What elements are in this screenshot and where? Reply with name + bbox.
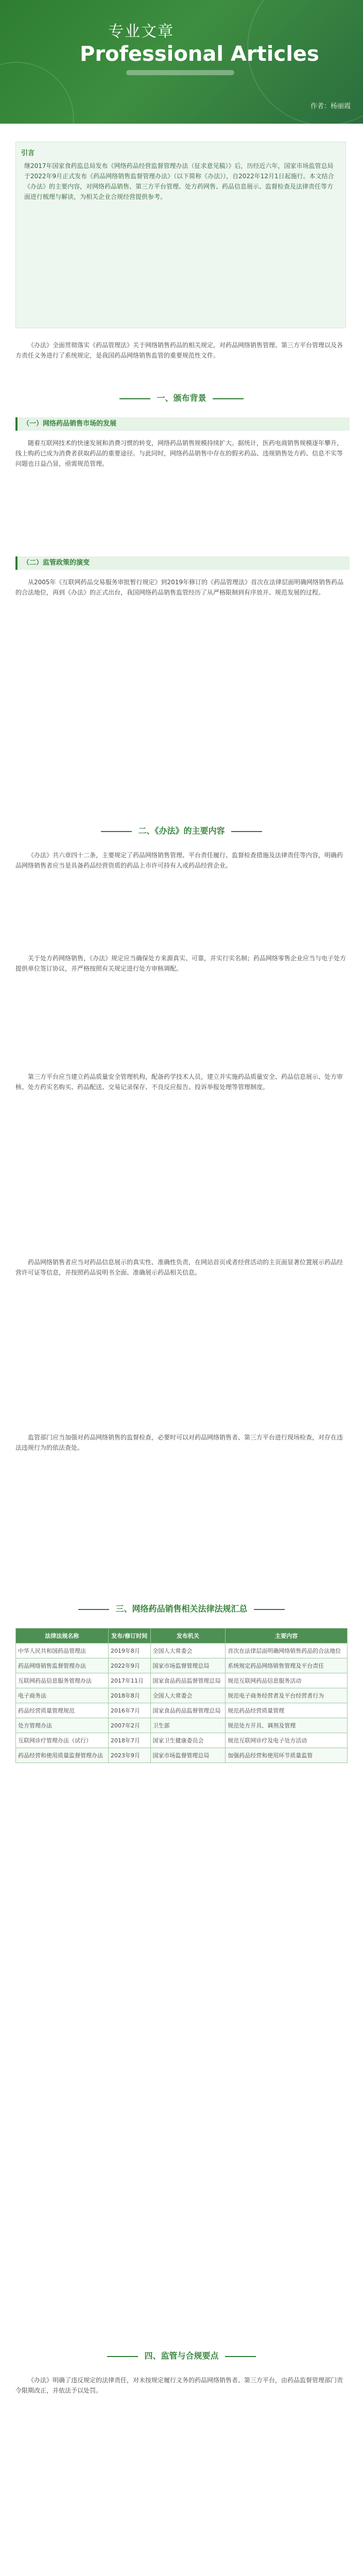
paragraph-text: 《办法》全面贯彻落实《药品管理法》关于网络销售药品的相关规定，对药品网络销售管理、第三方平台管理以及各方责任义务进行了系统规定，是我国药品网络销售监管的重要规范性文件。 xyxy=(15,342,343,359)
table-row xyxy=(16,1688,348,1703)
table-cell: 2017年11月 xyxy=(108,1673,150,1688)
table-header-cell: 法律法规名称 xyxy=(16,1629,109,1643)
paragraph xyxy=(15,1257,348,1278)
table-cell: 国家食品药品监督管理总局 xyxy=(150,1673,226,1688)
table-cell: 加强药品经营和使用环节质量监管 xyxy=(226,1748,348,1763)
lead-tag: 引言 xyxy=(21,149,35,157)
table-cell: 卫生部 xyxy=(150,1718,226,1733)
table-cell: 系统规定药品网络销售管理及平台责任 xyxy=(226,1658,348,1673)
table-cell: 2007年2月 xyxy=(108,1718,150,1733)
table-cell: 药品经营质量管理规范 xyxy=(16,1703,109,1718)
section-heading: 四、监管与合规要点 xyxy=(0,2349,363,2361)
table-cell: 规范互联网药品信息服务活动 xyxy=(226,1673,348,1688)
table-row xyxy=(16,1748,348,1763)
paragraph-text: 《办法》共六章四十二条，主要规定了药品网络销售管理、平台责任履行、监督检查措施及法律责任等内容，明确药品网络销售者应当是具备药品经营资质的药品上市许可持有人或药品经营企业。 xyxy=(15,852,343,869)
table-body xyxy=(16,1643,348,1763)
section-heading: 三、网络药品销售相关法律法规汇总 xyxy=(0,1602,363,1614)
paragraph-text: 从2005年《互联网药品交易服务审批暂行规定》到2019年修订的《药品管理法》首次在法律层面明确网络销售药品的合法地位，再到《办法》的正式出台，我国网络药品销售监管经历了从严格限制到有序放开、规范发展的过程。 xyxy=(15,579,344,596)
table-cell: 药品网络销售监督管理办法 xyxy=(16,1658,109,1673)
hero-banner xyxy=(0,0,363,124)
table-cell: 国家市场监督管理总局 xyxy=(150,1748,226,1763)
table-row xyxy=(16,1718,348,1733)
table-header-row xyxy=(16,1629,348,1643)
sub-heading-text: （一）网络药品销售市场的发展 xyxy=(23,420,117,428)
law-table xyxy=(15,1628,348,1763)
table-header-cell: 主要内容 xyxy=(226,1629,348,1643)
paragraph xyxy=(15,953,348,974)
lead-text: 继2017年国家食药监总局发布《网络药品经营监督管理办法（征求意见稿）》后，历经近六年，国家市场监管总局于2022年9月正式发布《药品网络销售监督管理办法》（以下简称《办法》），自2022年12月1日起施行。本文结合《办法》的主要内容，对网络药品销售、第三方平台管理、处方药网售、药品信息展示、监督检查及法律责任等方面进行梳理与解读，为相关企业合规经营提供参考。 xyxy=(24,162,334,200)
table-cell: 规范处方开具、调剂及管理 xyxy=(226,1718,348,1733)
table-cell: 国家食品药品监督管理总局 xyxy=(150,1703,226,1718)
paragraph-text: 第三方平台应当建立药品质量安全管理机构，配备药学技术人员，建立并实施药品质量安全、药品信息展示、处方审核、处方药实名购买、药品配送、交易记录保存、不良反应报告、投诉举报处理等管理制度。 xyxy=(15,1073,343,1091)
paragraph xyxy=(15,577,348,598)
paragraph-text: 随着互联网技术的快速发展和消费习惯的转变，网络药品销售规模持续扩大。据统计，医药电商销售规模逐年攀升，线上购药已成为消费者获取药品的重要途径。与此同时，网络药品销售中存在的假劣药品、违规销售处方药、信息不实等问题也日益凸显，亟需规范管理。 xyxy=(15,439,343,467)
table-cell: 2023年9月 xyxy=(108,1748,150,1763)
table-cell: 全国人大常委会 xyxy=(150,1643,226,1658)
paragraph xyxy=(15,1072,348,1092)
paragraph-text: 关于处方药网络销售，《办法》规定应当确保处方来源真实、可靠，并实行实名制；药品网络零售企业应当与电子处方提供单位签订协议，并严格按照有关规定进行处方审核调配。 xyxy=(15,955,347,972)
table-cell: 规范电子商务经营者及平台经营者行为 xyxy=(226,1688,348,1703)
section-heading: 二、《办法》的主要内容 xyxy=(0,824,363,836)
lead-box xyxy=(15,142,346,328)
paragraph-text: 《办法》明确了违反规定的法律责任，对未按规定履行义务的药品网络销售者、第三方平台，由药品监督管理部门责令限期改正，并依法予以处罚。 xyxy=(15,2377,343,2394)
table-cell: 电子商务法 xyxy=(16,1688,109,1703)
table-row xyxy=(16,1733,348,1748)
table-cell: 互联网诊疗管理办法（试行） xyxy=(16,1733,109,1748)
table-cell: 全国人大常委会 xyxy=(150,1688,226,1703)
table-cell: 互联网药品信息服务管理办法 xyxy=(16,1673,109,1688)
sub-heading xyxy=(15,417,350,431)
paragraph-text: 药品网络销售者应当对药品信息展示的真实性、准确性负责，在网站首页或者经营活动的主页面显著位置展示药品经营许可证等信息，并按照药品说明书全面、准确展示药品相关信息。 xyxy=(15,1259,343,1276)
table-row xyxy=(16,1658,348,1673)
table-cell: 2022年9月 xyxy=(108,1658,150,1673)
table-cell: 规范互联网诊疗及电子处方活动 xyxy=(226,1733,348,1748)
table-cell: 国家市场监督管理总局 xyxy=(150,1658,226,1673)
table-header-cell: 发布/修订时间 xyxy=(108,1629,150,1643)
table-cell: 规范药品经营质量管理 xyxy=(226,1703,348,1718)
section-heading: 一、颁布背景 xyxy=(0,392,363,403)
title-en: Professional Articles xyxy=(80,42,319,66)
table-cell: 中华人民共和国药品管理法 xyxy=(16,1643,109,1658)
title-cn: 专业文章 xyxy=(108,23,174,41)
table-row xyxy=(16,1673,348,1688)
table-cell: 首次在法律层面明确网络销售药品的合法地位 xyxy=(226,1643,348,1658)
title-underline xyxy=(126,70,234,75)
table-header-cell: 发布机关 xyxy=(150,1629,226,1643)
sub-heading-text: （二）监管政策的演变 xyxy=(23,559,90,567)
paragraph xyxy=(15,850,348,871)
table-cell: 2018年8月 xyxy=(108,1688,150,1703)
table-cell: 2019年8月 xyxy=(108,1643,150,1658)
table-cell: 2016年7月 xyxy=(108,1703,150,1718)
decor-ring xyxy=(0,62,74,124)
table-row xyxy=(16,1643,348,1658)
sub-heading xyxy=(15,556,350,570)
paragraph xyxy=(15,2375,348,2396)
paragraph-text: 监管部门应当加强对药品网络销售的监督检查，必要时可以对药品网络销售者、第三方平台进行现场检查，对存在违法违规行为的依法查处。 xyxy=(15,1434,343,1451)
table-cell: 国家卫生健康委员会 xyxy=(150,1733,226,1748)
table-row xyxy=(16,1703,348,1718)
paragraph xyxy=(15,1432,348,1453)
table-cell: 处方管理办法 xyxy=(16,1718,109,1733)
paragraph xyxy=(15,438,348,469)
table-cell: 2018年7月 xyxy=(108,1733,150,1748)
paragraph xyxy=(15,340,348,361)
author-line: 作者：杨丽霞 xyxy=(310,103,351,110)
table-cell: 药品经营和使用质量监督管理办法 xyxy=(16,1748,109,1763)
